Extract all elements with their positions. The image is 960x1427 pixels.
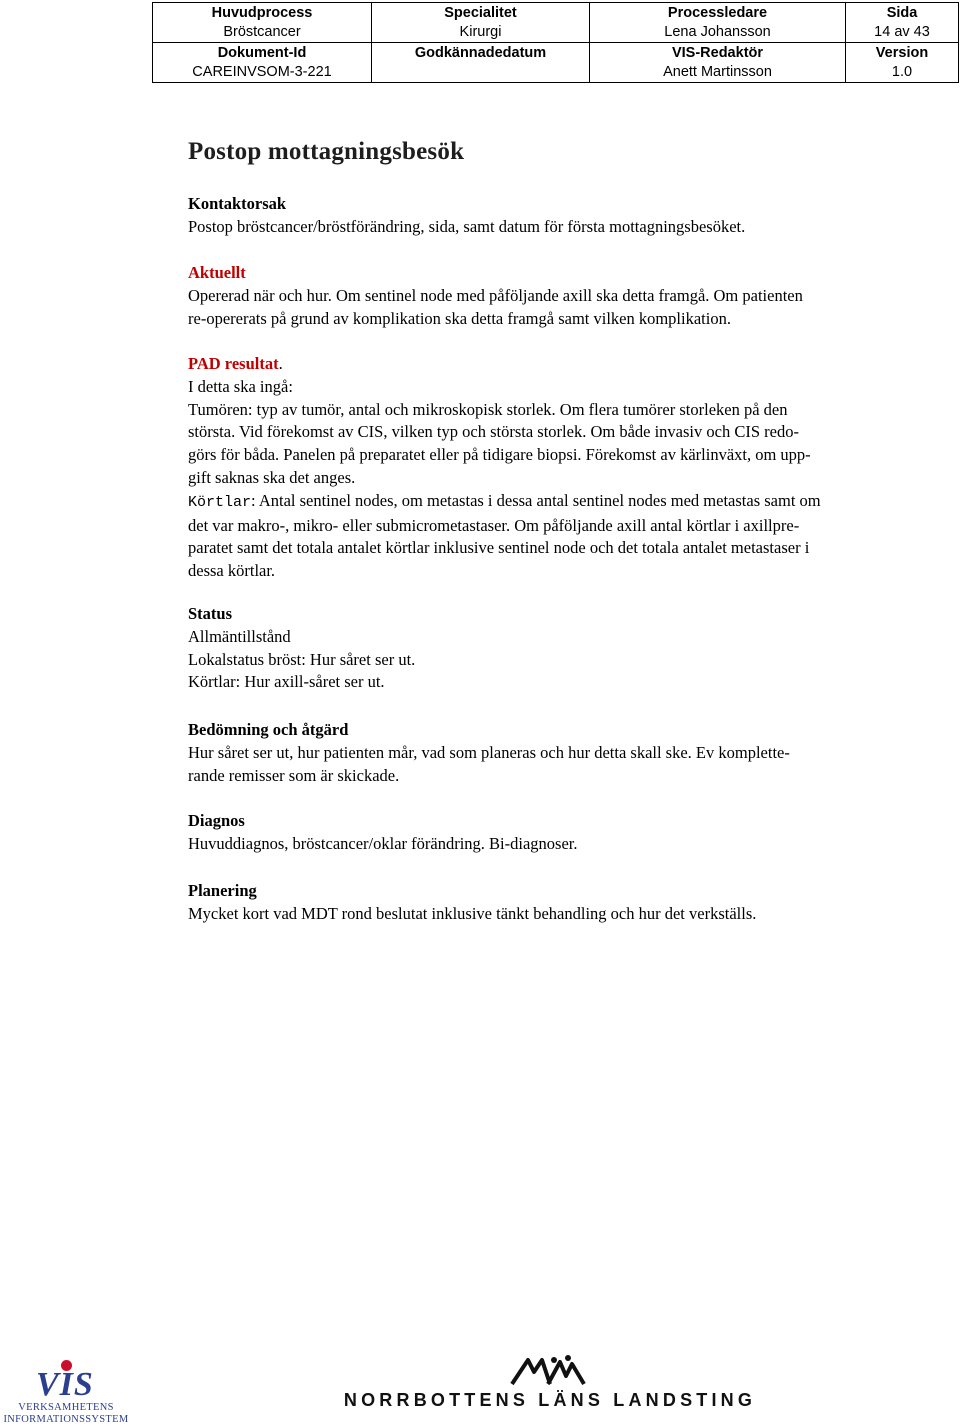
section-heading: Bedömning och åtgärd: [188, 720, 349, 739]
header-cell-dokument-id: [153, 43, 372, 83]
section-heading: Status: [188, 604, 233, 623]
section-heading: Aktuellt: [188, 263, 246, 282]
header-label: VIS-Redaktör: [671, 45, 764, 61]
vis-subtitle-line: VERKSAMHETENS: [18, 1402, 114, 1413]
vis-logo-subtitle: [0, 1402, 132, 1426]
norrbotten-logo-text: NORRBOTTENS LÄNS LANDSTING: [343, 1390, 757, 1410]
document-header-table: [152, 2, 959, 83]
page-title: Postop mottagningsbesök: [188, 138, 465, 165]
section-text-line: [188, 490, 928, 515]
header-label: Version: [875, 45, 929, 61]
header-cell-vis-redaktor: [590, 43, 846, 83]
section-text: Mycket kort vad MDT rond beslutat inklusive tänkt behandling och hur det verkställs.: [188, 903, 757, 923]
section-text-line: paratet samt det totala antalet körtlar inklusive sentinel node och det totala antalet metastaser i: [188, 538, 810, 558]
heading-punctuation: .: [278, 354, 283, 373]
header-value: 14 av 43: [874, 24, 930, 40]
section-pad-resultat: [188, 353, 928, 583]
section-text-line: Tumören: typ av tumör, antal och mikroskopisk storlek. Om flera tumörer storleken på den: [188, 399, 788, 419]
header-value: Bröstcancer: [223, 24, 301, 40]
header-label: Processledare: [667, 5, 768, 21]
header-value: CAREINVSOM-3-221: [192, 64, 332, 80]
section-kontaktorsak: [188, 193, 928, 239]
header-label: Sida: [886, 5, 918, 21]
header-cell-version: [846, 43, 959, 83]
section-diagnos: [188, 810, 928, 856]
header-value: Lena Johansson: [664, 24, 771, 40]
header-label: Godkännadedatum: [414, 45, 547, 61]
section-text-line: görs för båda. Panelen på preparatet eller på tidigare biopsi. Förekomst av kärlinväxt, om upp-: [188, 445, 811, 465]
section-text-line: [188, 285, 928, 308]
header-label: Huvudprocess: [211, 5, 313, 21]
section-text-line: gift saknas ska det anges.: [188, 467, 356, 487]
section-planering: [188, 880, 928, 926]
section-text-line: dessa körtlar.: [188, 561, 276, 581]
section-status: [188, 603, 928, 694]
kortlar-label: Körtlar: [188, 493, 252, 511]
section-text-line: Hur såret ser ut, hur patienten mår, vad som planeras och hur detta skall ske. Ev komplette-: [188, 742, 790, 762]
section-text-line: Lokalstatus bröst: Hur såret ser ut.: [188, 649, 416, 669]
header-value: Kirurgi: [459, 24, 502, 40]
norrbotten-emblem-icon: [508, 1354, 588, 1386]
header-cell-godkannadedatum: [372, 43, 590, 83]
header-label: Specialitet: [444, 5, 517, 21]
section-heading: Planering: [188, 881, 257, 900]
header-cell-specialitet: [372, 3, 590, 43]
section-heading: PAD resultat: [188, 354, 279, 373]
section-text-line: rande remisser som är skickade.: [188, 765, 400, 785]
section-heading: Diagnos: [188, 811, 245, 830]
section-text: Huvuddiagnos, bröstcancer/oklar förändring. Bi-diagnoser.: [188, 833, 578, 853]
section-text-line: största. Vid förekomst av CIS, vilken typ och största storlek. Om både invasiv och CIS redo-: [188, 422, 799, 442]
section-text-line: Körtlar: Hur axill-såret ser ut.: [188, 672, 385, 692]
section-intro: I detta ska ingå:: [188, 376, 293, 396]
section-bedomning: [188, 719, 928, 787]
header-value: Anett Martinsson: [663, 64, 772, 80]
section-heading-line: [188, 353, 928, 376]
header-cell-huvudprocess: [153, 3, 372, 43]
header-cell-processledare: [590, 3, 846, 43]
section-text-line: Allmäntillstånd: [188, 626, 291, 646]
section-heading: Kontaktorsak: [188, 194, 287, 213]
norrbotten-logo: [340, 1354, 760, 1414]
header-row-1: [153, 3, 959, 43]
section-text-line: det var makro-, mikro- eller submicrometastaser. Om påföljande axill antal körtlar i axillpre-: [188, 515, 800, 535]
vis-logo-word: VIS: [36, 1366, 94, 1403]
header-value: 1.0: [891, 64, 913, 80]
section-aktuellt: [188, 262, 928, 330]
header-label: Dokument-Id: [217, 45, 307, 61]
header-row-2: [153, 43, 959, 83]
header-cell-sida: [846, 3, 959, 43]
section-text: Postop bröstcancer/bröstförändring, sida, samt datum för första mottagningsbesöket.: [188, 216, 746, 236]
vis-subtitle-line: INFORMATIONSSYSTEM: [3, 1414, 129, 1425]
vis-logo: [0, 1358, 132, 1427]
text-span: : Antal sentinel nodes, om metastas i dessa antal sentinel nodes med metastas samt om: [251, 490, 821, 510]
text-span: Opererad när och hur. Om sentinel node med påföljande axill ska detta framgå. Om patienten: [188, 285, 803, 305]
section-text-line: re-opererats på grund av komplikation ska detta framgå samt vilken komplikation.: [188, 308, 731, 328]
